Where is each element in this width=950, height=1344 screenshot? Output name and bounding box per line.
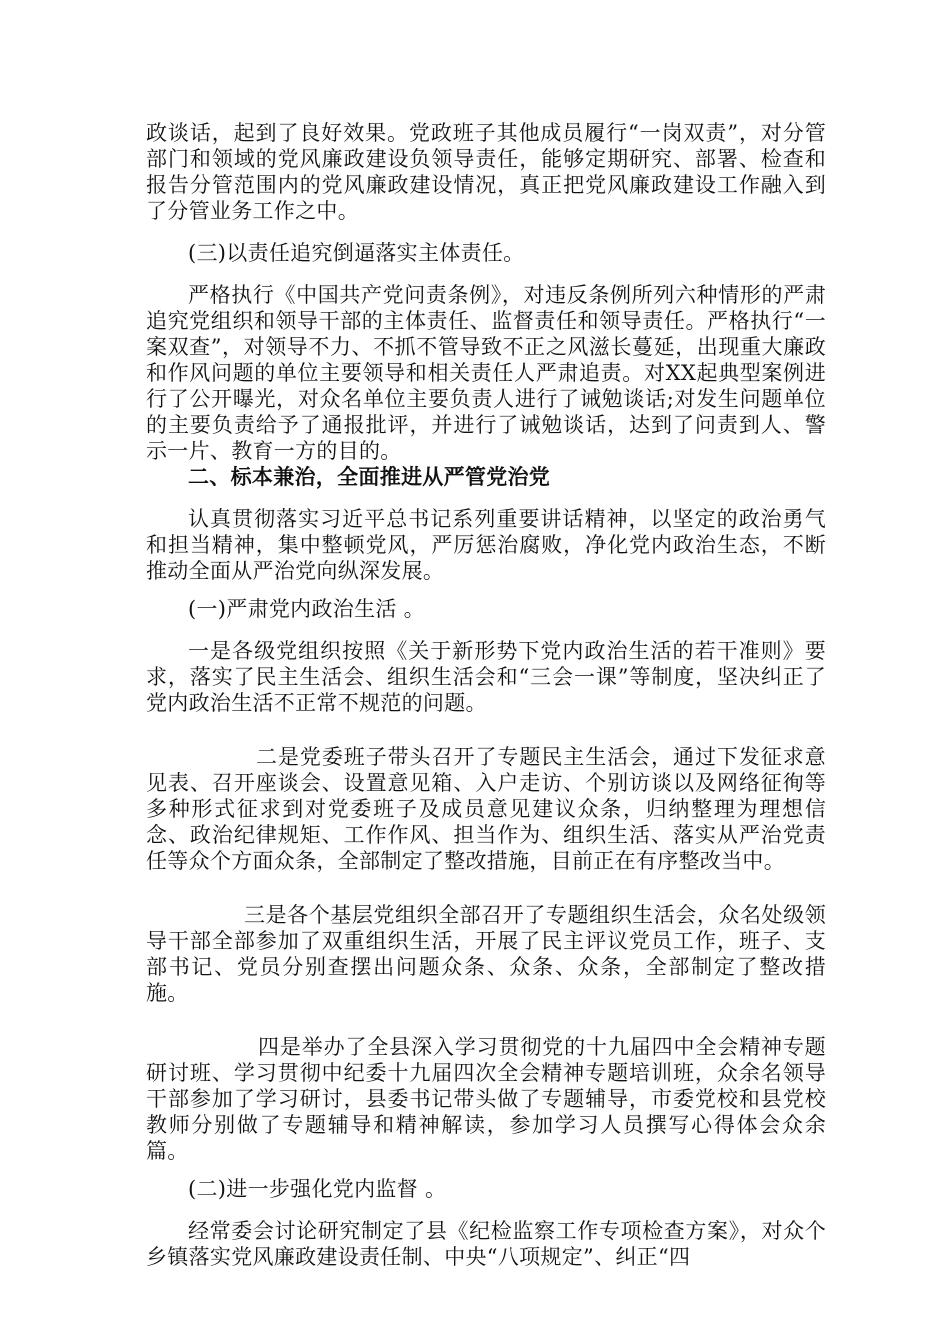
- subheading-one: (一)严肃党内政治生活 。: [188, 597, 425, 621]
- section-heading-two: 二、标本兼治，全面推进从严管党治党: [188, 464, 551, 489]
- paragraph-item-four: 四是举办了全县深入学习贯彻党的十九届四中全会精神专题研讨班、学习贯彻中纪委十九届四次全会精神专题培训班，众余名领导干部参加了学习研讨，县委书记带头做了专题辅导，市委党校和县党校教师分别做了专题辅导和精神解读，参加学习人员撰写心得体会众余篇。: [146, 1035, 826, 1163]
- paragraph-item-two: 二是党委班子带头召开了专题民主生活会，通过下发征求意见表、召开座谈会、设置意见箱、入户走访、个别访谈以及网络征徇等多种形式征求到对党委班子及成员意见建议众条，归纳整理为理想信念、政治纪律规矩、工作作风、担当作为、组织生活、落实从严治党责任等众个方面众条，全部制定了整改措施，目前正在有序整改当中。: [146, 745, 826, 873]
- paragraph-supervision: 经常委会讨论研究制定了县《纪检监察工作专项检查方案》，对众个乡镇落实党风廉政建设责任制、中央“八项规定”、纠正“四: [146, 1219, 826, 1269]
- subheading-three: (三)以责任追究倒逼落实主体责任。: [188, 241, 525, 265]
- paragraph-continuation: 政谈话，起到了良好效果。党政班子其他成员履行“一岗双责”，对分管部门和领域的党风廉政建设负领导责任，能够定期研究、部署、检查和报告分管范围内的党风廉政建设情况，真正把党风廉政建设工作融入到了分管业务工作之中。: [146, 121, 826, 223]
- subheading-two: (二)进一步强化党内监督 。: [188, 1177, 447, 1201]
- paragraph-item-one: 一是各级党组织按照《关于新形势下党内政治生活的若干准则》要求，落实了民主生活会、组织生活会和“三会一课”等制度，坚决纠正了党内政治生活不正常不规范的问题。: [146, 639, 826, 715]
- paragraph-accountability: 严格执行《中国共产党问责条例》，对违反条例所列六种情形的严肃追究党组织和领导干部的主体责任、监督责任和领导责任。严格执行“一案双查”，对领导不力、不抓不管导致不正之风滋长蔓延，出现重大廉政和作风问题的单位主要领导和相关责任人严肃追责。对XX起典型案例进行了公开曝光，对众名单位主要负责人进行了诫勉谈话;对发生问题单位的主要负责给予了通报批评，并进行了诫勉谈话，达到了问责到人、警示一片、教育一方的目的。: [146, 283, 826, 463]
- paragraph-intro: 认真贯彻落实习近平总书记系列重要讲话精神，以坚定的政治勇气和担当精神，集中整顿党风，严厉惩治腐败，净化党内政治生态，不断推动全面从严治党向纵深发展。: [146, 507, 826, 583]
- paragraph-item-three: 三是各个基层党组织全部召开了专题组织生活会，众名处级领导干部全部参加了双重组织生活，开展了民主评议党员工作，班子、支部书记、党员分别查摆出问题众条、众条、众条，全部制定了整改措施。: [146, 903, 826, 1005]
- document-body: [146, 120, 826, 1270]
